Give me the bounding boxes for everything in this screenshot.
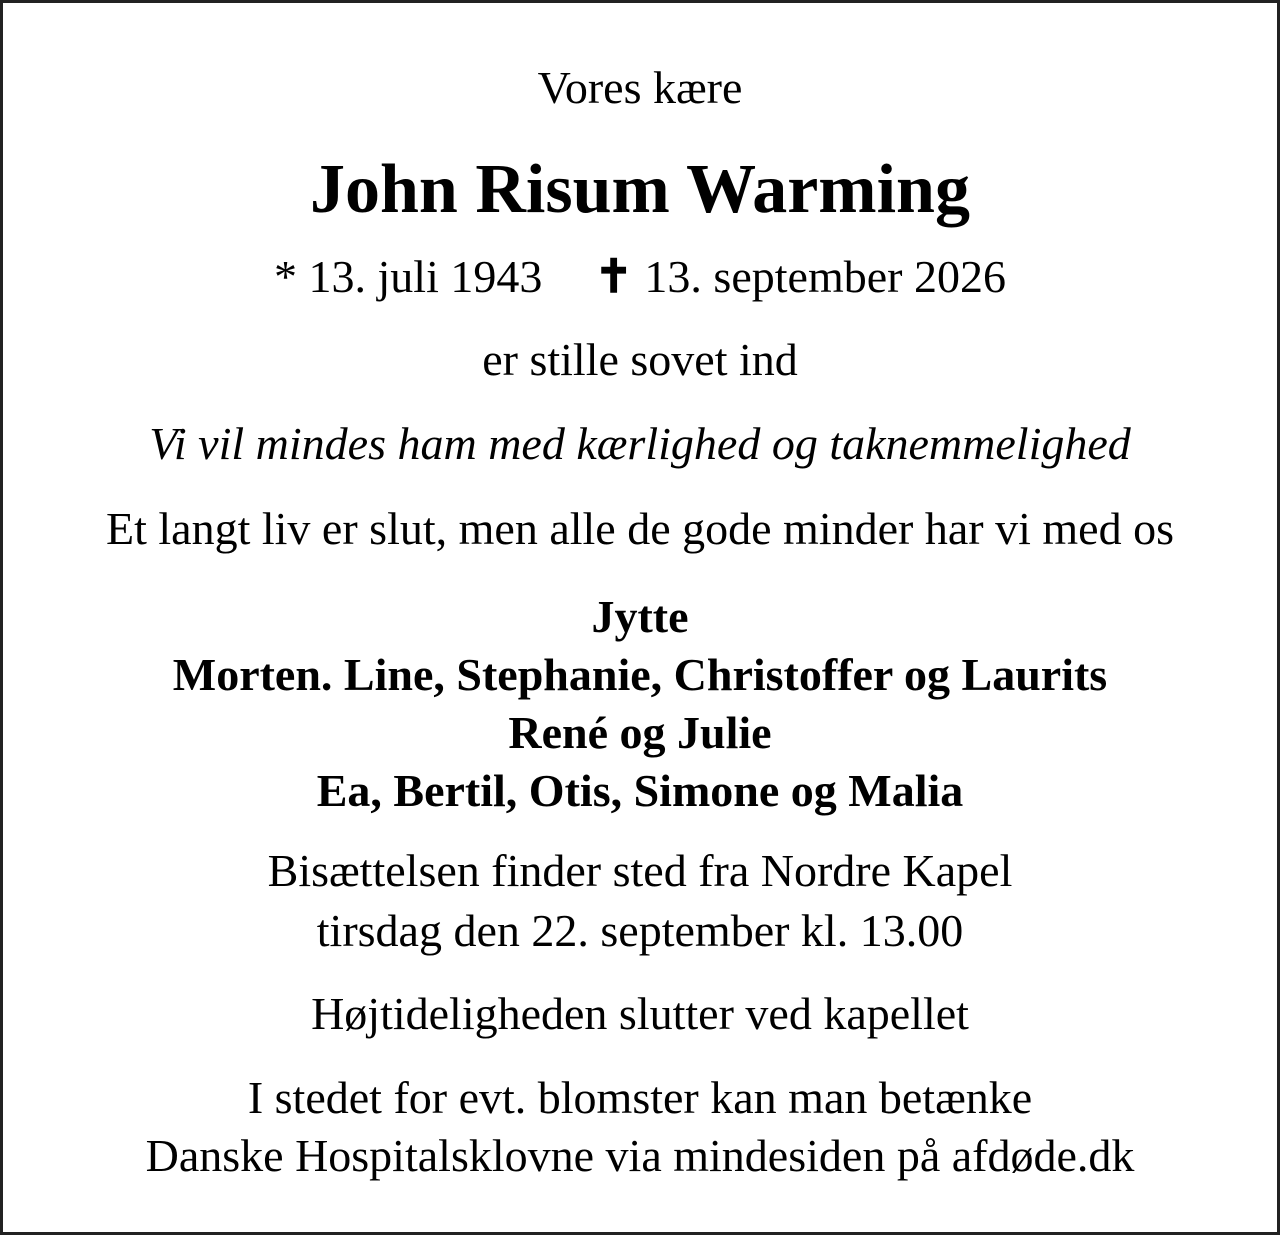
family-line: Ea, Bertil, Otis, Simone og Malia [316, 765, 964, 816]
family-list [3, 588, 1277, 820]
born-symbol: * [274, 251, 298, 302]
flowers-line: I stedet for evt. blomster kan man betænke [247, 1072, 1033, 1123]
funeral-info [3, 841, 1277, 961]
died-date: 13. september 2026 [644, 251, 1006, 302]
family-line: Jytte [591, 591, 689, 642]
ceremony-end-text: Højtideligheden slutter ved kapellet [311, 988, 969, 1039]
memory-text: Et langt liv er slut, men alle de gode minder har vi med os [106, 503, 1174, 554]
family-line: René og Julie [508, 707, 772, 758]
funeral-line: Bisættelsen finder sted fra Nordre Kapel [267, 845, 1013, 896]
life-dates [3, 246, 1277, 308]
intro-text: Vores kære [537, 62, 743, 113]
funeral-line: tirsdag den 22. september kl. 13.00 [316, 905, 964, 956]
flowers-line: Danske Hospitalsklovne via mindesiden på afdøde.dk [145, 1130, 1135, 1181]
born-date: 13. juli 1943 [308, 251, 543, 302]
family-line: Morten. Line, Stephanie, Christoffer og Laurits [172, 649, 1108, 700]
passed-text: er stille sovet ind [482, 334, 798, 385]
flowers-note [3, 1069, 1277, 1185]
memorial-quote: Vi vil mindes ham med kærlighed og taknemmelighed [149, 418, 1131, 469]
deceased-name: John Risum Warming [310, 151, 970, 228]
died-cross-icon: ✝ [594, 251, 633, 302]
